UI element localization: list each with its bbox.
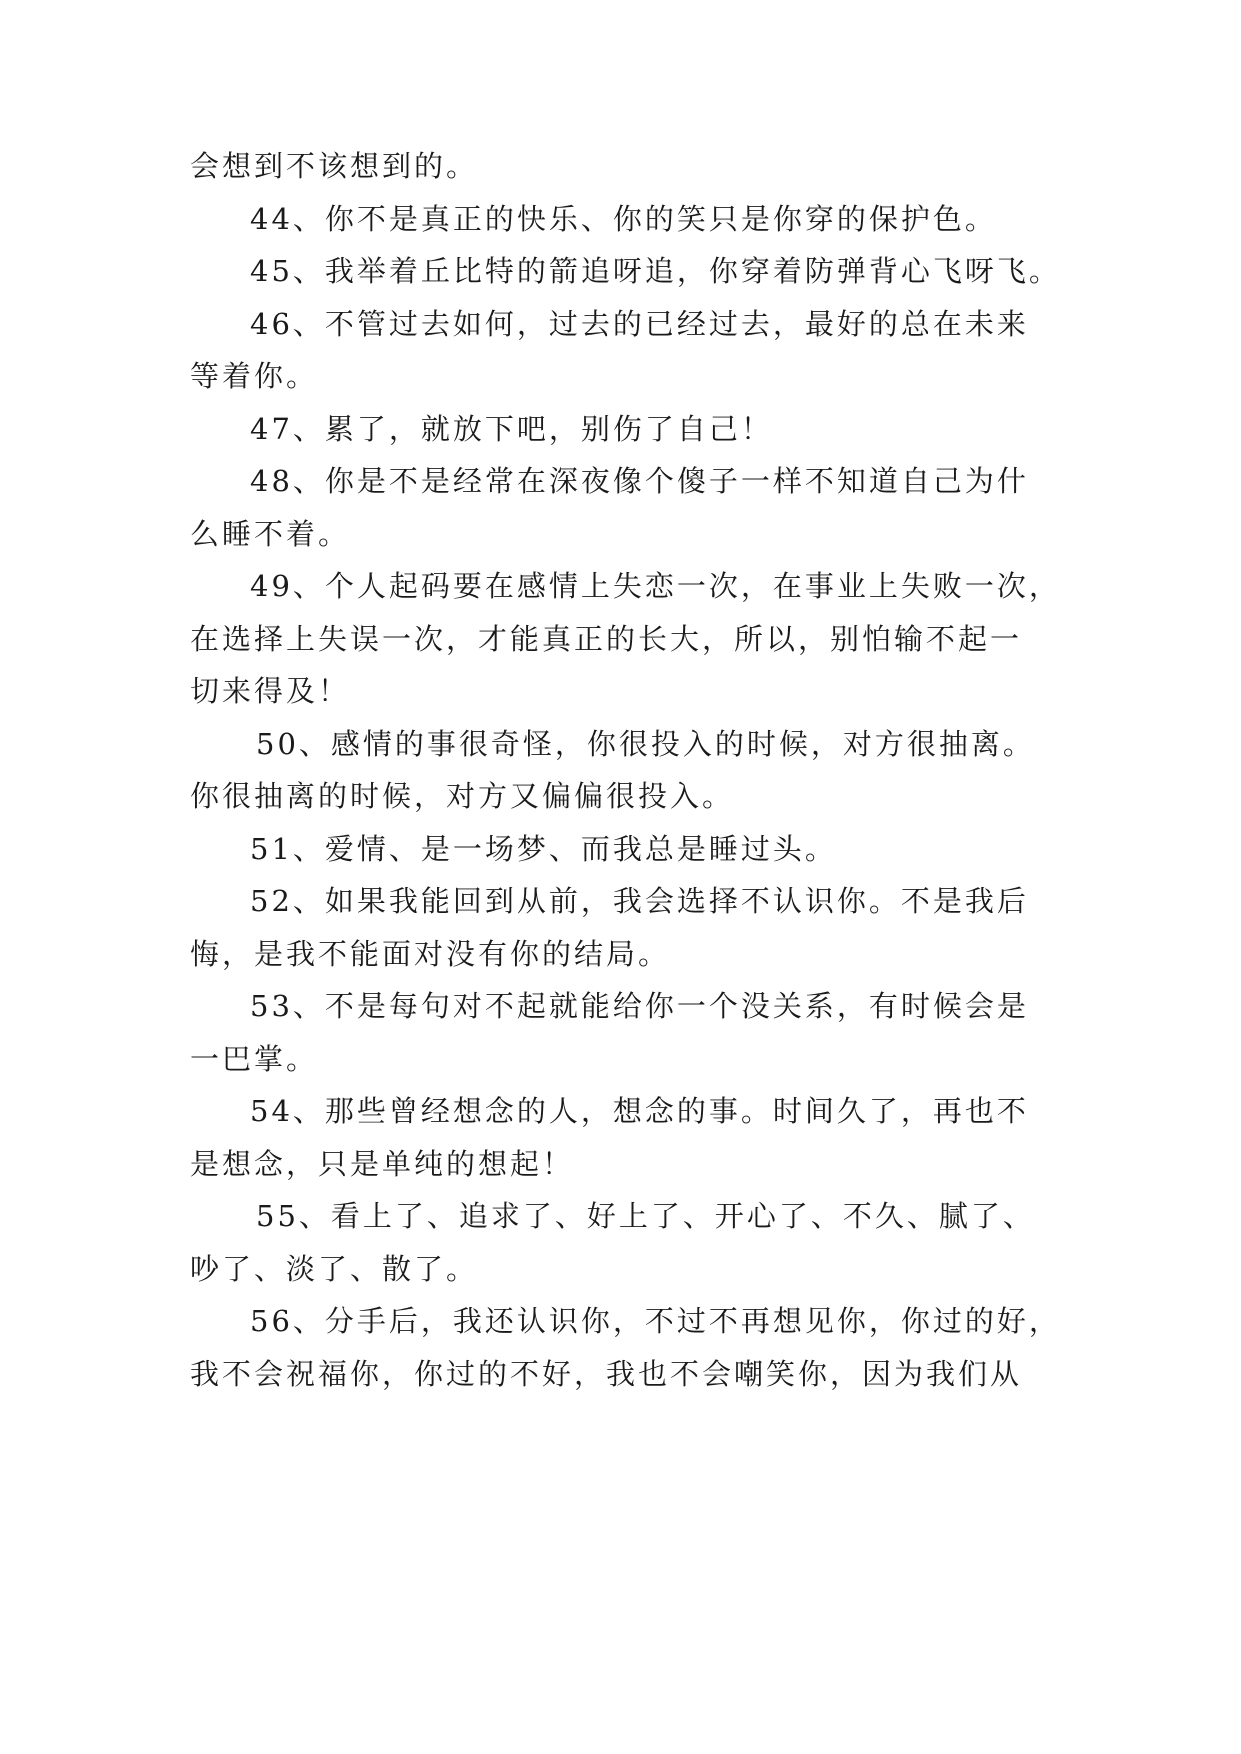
text-line: 44、你不是真正的快乐、你的笑只是你穿的保护色。 — [250, 202, 997, 236]
text-line: 在选择上失误一次，才能真正的长大，所以，别怕输不起一 — [190, 622, 1023, 656]
text-line: 52、如果我能回到从前，我会选择不认识你。不是我后 — [250, 884, 1029, 918]
text-line: 51、爱情、是一场梦、而我总是睡过头。 — [250, 832, 837, 866]
text-line: 55、看上了、追求了、好上了、开心了、不久、腻了、 — [256, 1199, 1035, 1233]
text-line: 悔，是我不能面对没有你的结局。 — [190, 937, 671, 971]
text-line: 45、我举着丘比特的箭追呀追，你穿着防弹背心飞呀飞。 — [250, 254, 1061, 288]
text-line: 47、累了，就放下吧，别伤了自己！ — [250, 412, 773, 446]
text-line: 等着你。 — [190, 359, 319, 393]
text-line: 会想到不该想到的。 — [190, 149, 479, 183]
text-line: 56、分手后，我还认识你，不过不再想见你，你过的好， — [250, 1304, 1061, 1338]
text-line: 50、感情的事很奇怪，你很投入的时候，对方很抽离。 — [256, 727, 1035, 761]
text-line: 切来得及！ — [190, 674, 351, 708]
text-line: 49、个人起码要在感情上失恋一次，在事业上失败一次， — [250, 569, 1061, 603]
text-line: 么睡不着。 — [190, 517, 351, 551]
text-line: 吵了、淡了、散了。 — [190, 1252, 479, 1286]
text-line: 48、你是不是经常在深夜像个傻子一样不知道自己为什 — [250, 464, 1029, 498]
text-line: 46、不管过去如何，过去的已经过去，最好的总在未来 — [250, 307, 1029, 341]
text-line: 我不会祝福你，你过的不好，我也不会嘲笑你，因为我们从 — [190, 1357, 1023, 1391]
text-line: 你很抽离的时候，对方又偏偏很投入。 — [190, 779, 735, 813]
text-line: 53、不是每句对不起就能给你一个没关系，有时候会是 — [250, 989, 1029, 1023]
text-line: 一巴掌。 — [190, 1042, 319, 1076]
text-line: 是想念，只是单纯的想起！ — [190, 1147, 575, 1181]
text-line: 54、那些曾经想念的人，想念的事。时间久了，再也不 — [250, 1094, 1029, 1128]
